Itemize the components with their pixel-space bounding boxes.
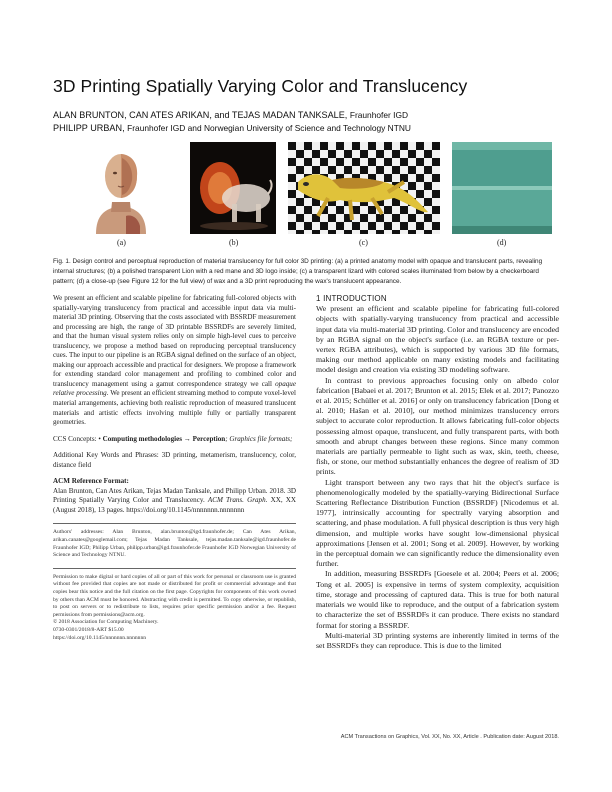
figure-label-a: (a) xyxy=(117,238,126,247)
wax-closeup-image xyxy=(452,142,552,234)
intro-paragraph-5: Multi-material 3D printing systems are inherently limited in terms of the set BSSRDFs they can reproduce. This is due to the limited xyxy=(316,630,559,650)
intro-paragraph-1: We present an efficient and scalable pipeline for fabricating full-colored objects with spatially-varying translucency from practical and accessible input data via multi-material 3D printing. Color and translucency are encoded by an RGBA signal on the object's surface (i.e. an RGBA texture or per-vertex RGBA attributes), which is supported by various 3D file formats, making our method applicable on many existing models and facilitating model design and creation via existing 3D modeling software. xyxy=(316,304,559,375)
author-affiliation: Fraunhofer IGD xyxy=(349,110,409,120)
ccs-concepts: CCS Concepts: • Computing methodologies → Perception; Graphics file formats; xyxy=(53,434,293,443)
paper-title: 3D Printing Spatially Varying Color and Translucency xyxy=(53,76,468,96)
reference-heading: ACM Reference Format: xyxy=(53,477,129,486)
figure-caption: Fig. 1. Design control and perceptual reproduction of material translucency for full color 3D printing: (a) a printed anatomy model with opaque and translucent parts, revealing internal structures; (b) a polished transparent Lion with a red mane and 3D logo inside; (c) a transparent lizard with colored scales illuminated from below by a checkerboard pattern; (d) a close-up (see Figure 12 for the full view) of wax and a 3D print reproducing the wax's translucent appearance. xyxy=(53,258,543,285)
figure-panel-lion xyxy=(190,142,276,234)
author-addresses: Authors' addresses: Alan Brunton, alan.brunton@igd.fraunhofer.de; Can Ates Arikan, arikan.canates@googlemail.com; Tejas Madan Tanksale, tejas.madan.tanksale@igd.fraunhofer.de Fraunhofer IGD; Philipp Urban, philipp.urban@igd.fraunhofer.de Fraunhofer IGD Norwegian University of Science and Technology NTNU. xyxy=(53,529,296,559)
figure-panel-anatomy xyxy=(82,142,160,234)
author-affiliation: Fraunhofer IGD and Norwegian University of Science and Technology NTNU xyxy=(127,123,411,133)
figure-panel-wax xyxy=(452,142,552,234)
divider xyxy=(53,523,296,524)
intro-paragraph-3: Light transport between any two rays that hit the object's surface is phenomenologically modeled by the spatially-varying Bidirectional Surface Scattering Reflectance Distribution Function (BSSRDF) [Nicodemus et al. 1977], intrinsically accounting for spectrally varying absorption and scattering, and phase modulation. A full physical description is thus very high dimension, and multiple works have sought low-dimensional physical approximations [Jensen et al. 2001; Song et al. 2009]. However, by working in the perceptual domain we can significantly reduce the dimensionality even further. xyxy=(316,477,559,569)
keywords: Additional Key Words and Phrases: 3D printing, metamerism, translucency, color, distance field xyxy=(53,451,296,469)
permission-notice: Permission to make digital or hard copies of all or part of this work for personal or classroom use is granted without fee provided that copies are not made or distributed for profit or commercial advantage and that copies bear this notice and the full citation on the first page. Copyrights for components of this work owned by others than ACM must be honored. Abstracting with credit is permitted. To copy otherwise, or republish, to post on servers or to redistribute to lists, requires prior specific permission and/or a fee. Request permissions from permissions@acm.org. © 2018 Association for Computing Machinery. 0730-0301/2018/8-ART $15.00 https://doi.org/10.1145/nnnnnnn.nnnnnnn xyxy=(53,573,296,641)
lizard-image xyxy=(288,142,440,234)
abstract: We present an efficient and scalable pipeline for fabricating full-colored objects with spatially-varying translucency from practical and accessible input data via multi-material 3D printing. Observing that the costs associated with BSSRDF measurement and processing are high, the range of 3D printable BSSRDFs are severely limited, and that the human visual system relies only on simple high-level cues to perceive translucency, we propose a method based on reproducing perceptual translucency cues. The input to our pipeline is an RGBA signal defined on the surface of an object, making our approach accessible and practical for designers. We propose a framework for extending standard color management and profiling to combined color and translucency management using a gamut correspondence strategy we call opaque relative processing. We present an efficient streaming method to compute voxel-level material arrangements, achieving both realistic reproduction of measured translucent materials and artistic effects involving multiple fully or partially transparent geometries. xyxy=(53,294,296,427)
reference-format: Alan Brunton, Can Ates Arikan, Tejas Madan Tanksale, and Philipp Urban. 2018. 3D Printing Spatially Varying Color and Translucency. ACM Trans. Graph. XX, XX (August 2018), 13 pages. https://doi.org/10.1145/nnnnnnn.nnnnnnn xyxy=(53,486,296,514)
intro-paragraph-4: In addition, measuring BSSRDFs [Goesele et al. 2004; Peers et al. 2006; Tong et al. 2005] is expensive in terms of system complexity, acquisition time, storage and processing of captured data. This is true for both natural materials we would like to reproduce, and the output of a fabrication system to characterize the set of BSSRDFs it can produce. There exists no standard format for storing a BSSRDF. xyxy=(316,569,559,630)
left-column xyxy=(53,294,296,642)
section-heading-introduction: 1 INTRODUCTION xyxy=(316,294,387,303)
figure-panel-lizard xyxy=(288,142,440,234)
intro-paragraph-2: In contrast to previous approaches focusing only on albedo color fabrication [Babaei et al. 2017; Brunton et al. 2015; Elek et al. 2017; Panozzo et al. 2015; Schüller et al. 2016] or only on translucency fabrication [Dong et al. 2010; Hašan et al. 2010], our method minimizes translucency errors subject to accurate color reproduction. It allows fabricating full-color objects possessing almost opaque, translucent, and fully transparent parts, with both smooth and abrupt changes between these regions. Since many common materials are partially permeable to light such as wax, skin, teeth, cheese, fish, or stone, our method substantially enhances the degree of realism of 3D prints. xyxy=(316,375,559,477)
author-line-1 xyxy=(53,110,573,120)
author-names: ALAN BRUNTON, CAN ATES ARIKAN, and TEJAS MADAN TANKSALE, xyxy=(53,110,348,120)
right-column xyxy=(316,294,559,651)
page-footer: ACM Transactions on Graphics, Vol. XX, No. XX, Article . Publication date: August 2018. xyxy=(340,734,559,740)
figure-label-b: (b) xyxy=(229,238,239,247)
author-names: PHILIPP URBAN, xyxy=(53,123,125,133)
anatomy-model-image xyxy=(82,142,160,234)
figure-label-d: (d) xyxy=(497,238,507,247)
lion-image xyxy=(190,142,276,234)
author-line-2 xyxy=(53,123,573,133)
divider xyxy=(53,568,296,569)
figure-label-c: (c) xyxy=(359,238,368,247)
